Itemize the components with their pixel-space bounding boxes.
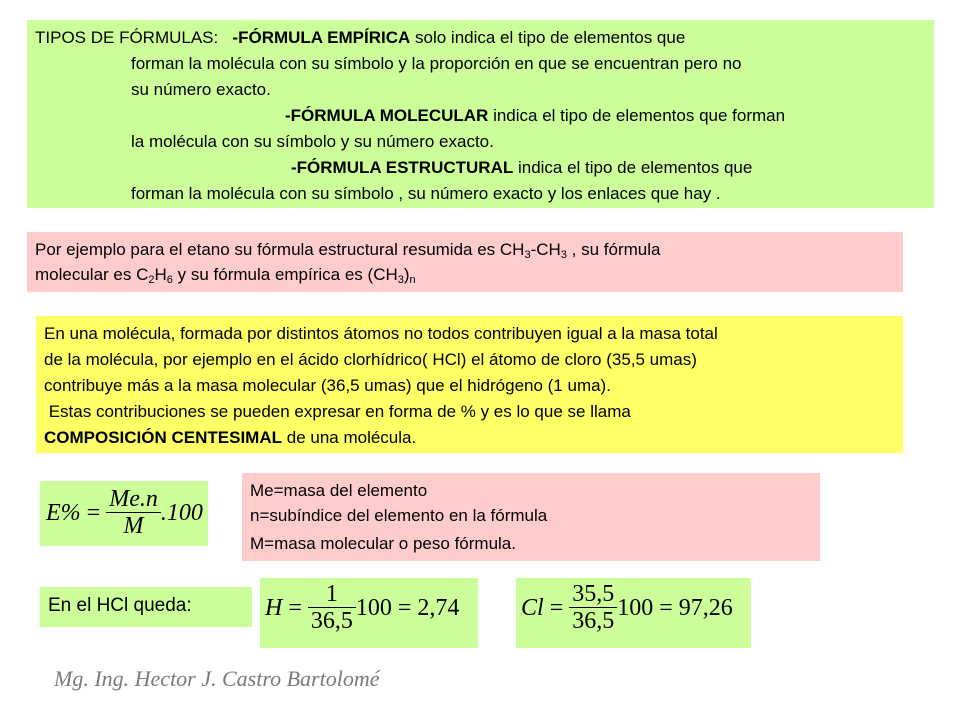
ejemplo-text: -CH (530, 240, 561, 259)
ejemplo-text: , su fórmula (566, 240, 661, 259)
formula-h-result: 100 = 2,74 (355, 594, 460, 621)
composicion-box (36, 316, 903, 453)
formula-cl-fraction (569, 582, 617, 635)
formula-h-fraction (308, 582, 356, 635)
formula-h (265, 582, 459, 635)
formula-denominator: M (123, 513, 144, 540)
ejemplo-line-1 (35, 237, 660, 263)
formula-cl (521, 582, 733, 635)
empirica-line-1 (35, 25, 930, 51)
composicion-line-3: contribuye más a la masa molecular (36,5 umas) que el hidrógeno (1 uma). (44, 376, 611, 395)
subscript: 2 (148, 274, 155, 286)
estructural-name: -FÓRMULA ESTRUCTURAL (291, 158, 514, 177)
formula-numerator: Me.n (106, 487, 161, 513)
empirica-desc: solo indica el tipo de elementos que (410, 28, 686, 47)
formula-equals: = (86, 499, 101, 526)
formula-h-denominator: 36,5 (310, 608, 353, 635)
subscript: 3 (560, 249, 567, 261)
molecular-desc: indica el tipo de elementos que forman (488, 106, 786, 125)
formula-lhs: E% (46, 499, 81, 526)
estructural-desc: indica el tipo de elementos que (513, 158, 753, 177)
formula-general (46, 487, 203, 540)
molecular-line-2: la molécula con su símbolo y su número exacto. (131, 132, 494, 151)
molecular-line-1 (35, 103, 930, 129)
ejemplo-text: y su fórmula empírica es (CH (172, 265, 398, 284)
tipos-formulas-box (27, 20, 934, 208)
molecular-name: -FÓRMULA MOLECULAR (285, 106, 489, 125)
formula-cl-lhs: Cl (521, 594, 544, 621)
tipos-heading: TIPOS DE FÓRMULAS: (35, 28, 219, 47)
ejemplo-text: ) (403, 265, 410, 284)
ejemplo-line-2 (35, 262, 416, 288)
composicion-line-1: En una molécula, formada por distintos átomos no todos contribuyen igual a la masa total (44, 324, 718, 343)
subscript: 3 (397, 274, 404, 286)
formula-h-numerator: 1 (308, 582, 356, 608)
formula-fraction (106, 487, 161, 540)
def-m: M=masa molecular o peso fórmula. (250, 534, 516, 553)
composicion-centesimal-term: COMPOSICIÓN CENTESIMAL (44, 428, 283, 447)
empirica-name: -FÓRMULA EMPÍRICA (232, 28, 411, 47)
ejemplo-text: Por ejemplo para el etano su fórmula estructural resumida es CH (35, 240, 525, 259)
subscript: 3 (524, 249, 531, 261)
estructural-line-2: forman la molécula con su símbolo , su número exacto y los enlaces que hay . (131, 184, 721, 203)
composicion-line-2: de la molécula, por ejemplo en el ácido clorhídrico( HCl) el átomo de cloro (35,5 umas) (44, 350, 697, 369)
subscript: 6 (166, 274, 173, 286)
formula-h-lhs: H (265, 594, 283, 621)
def-me: Me=masa del elemento (250, 481, 428, 500)
ejemplo-text: molecular es C (35, 265, 149, 284)
formula-equals: = (549, 594, 564, 621)
hcl-label: En el HCl queda: (48, 595, 192, 616)
def-n: n=subíndice del elemento en la fórmula (250, 506, 548, 525)
formula-cl-numerator: 35,5 (569, 582, 617, 608)
ejemplo-text: H (154, 265, 167, 284)
composicion-line-4: Estas contribuciones se pueden expresar en forma de % y es lo que se llama (44, 402, 631, 421)
subscript: n (409, 274, 416, 286)
composicion-line-5 (44, 425, 718, 451)
formula-equals: = (288, 594, 302, 621)
ejemplo-etano-box (27, 232, 903, 292)
author-signature: Mg. Ing. Hector J. Castro Bartolomé (54, 666, 380, 691)
formula-cl-result: 100 = 97,26 (617, 594, 733, 621)
formula-general-box (40, 481, 208, 546)
formula-h-box (260, 578, 478, 648)
estructural-line-1 (35, 155, 930, 181)
hcl-label-box (40, 587, 252, 627)
formula-cl-box (516, 578, 751, 648)
definiciones-box (242, 473, 820, 561)
formula-times: .100 (160, 499, 203, 526)
empirica-line-3: su número exacto. (131, 80, 271, 99)
composicion-text: de una molécula. (282, 428, 417, 447)
formula-cl-denominator: 36,5 (572, 608, 615, 635)
empirica-line-2: forman la molécula con su símbolo y la proporción en que se encuentran pero no (131, 54, 742, 73)
